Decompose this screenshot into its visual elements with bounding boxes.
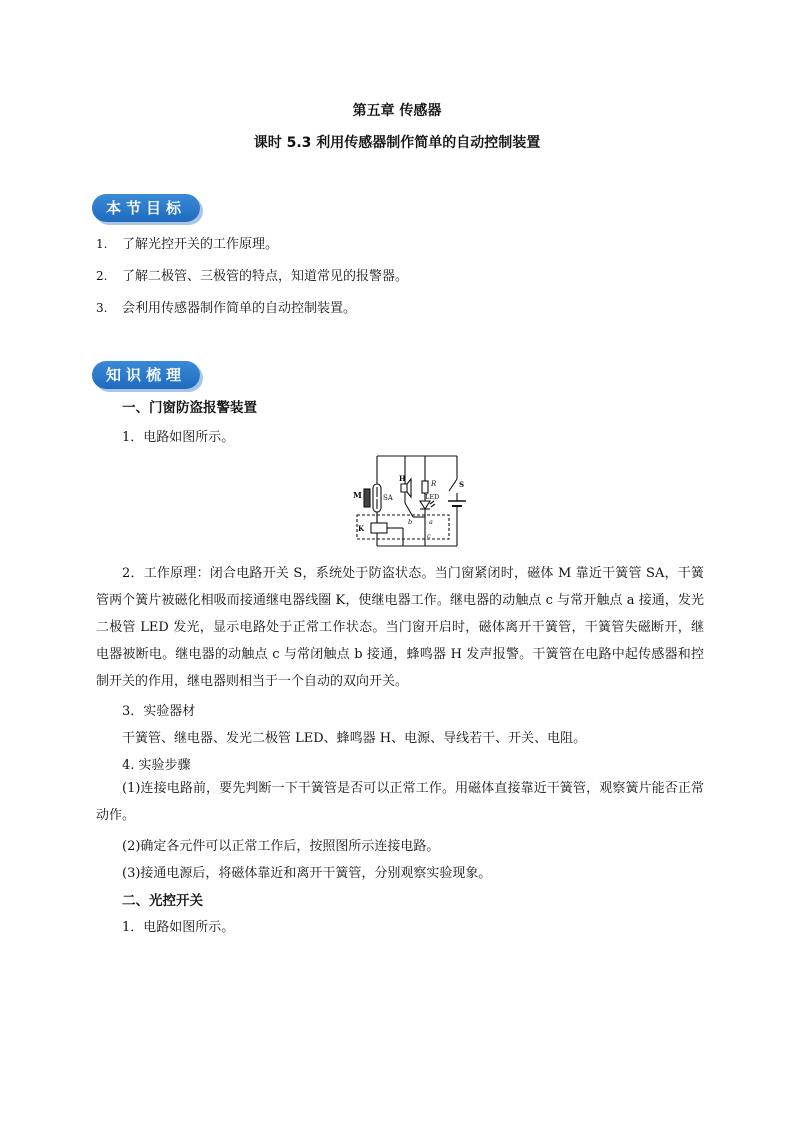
step-item: (1)连接电路前，要先判断一下干簧管是否可以正常工作。用磁体直接靠近干簧管，观察簧片能否正常动作。 [96, 781, 704, 823]
goal-text: 了解光控开关的工作原理。 [122, 237, 279, 252]
magnet-m [364, 489, 370, 507]
goal-text: 了解二极管、三极管的特点，知道常见的报警器。 [122, 269, 409, 284]
chapter-title: 第五章 传感器 [352, 103, 442, 119]
step-item: (2)确定各元件可以正常工作后，按照图所示连接电路。 [122, 839, 440, 854]
circuit-diagram [345, 451, 495, 551]
step-item: (3)接通电源后，将磁体靠近和离开干簧管，分别观察实验现象。 [122, 866, 492, 881]
paragraph: 干簧管、继电器、发光二极管 LED、蜂鸣器 H、电源、导线若干、开关、电阻。 [122, 731, 587, 746]
label-led: LED [425, 493, 440, 501]
paragraph: 1．电路如图所示。 [122, 430, 235, 445]
paragraph-subtitle: 3．实验器材 [122, 704, 196, 719]
label-s: S [459, 480, 465, 489]
section-heading: 一、门窗防盗报警装置 [122, 400, 257, 416]
led [420, 501, 430, 509]
goal-item [96, 266, 408, 287]
paragraph: 1．电路如图所示。 [122, 920, 235, 935]
goal-text: 会利用传感器制作简单的自动控制装置。 [122, 301, 357, 316]
label-a: a [429, 518, 433, 526]
goal-item [96, 298, 356, 319]
section-badge-goals: 本节目标 [92, 194, 200, 222]
label-sa: SA [383, 494, 393, 502]
label-b: b [408, 518, 413, 526]
goal-number: 1. [96, 237, 108, 251]
paragraph-principle: 2．工作原理：闭合电路开关 S，系统处于防盗状态。当门窗紧闭时，磁体 M 靠近干簧管 SA，干簧管两个簧片被磁化相吸而接通继电器线圈 K，使继电器工作。继电器的动触点 c 与常开触点 a 接通，发光二极管 LED 发光，显示电路处于正常工作状态。当门窗开启时，磁体离开干簧管，干簧管失磁断开，继电器被断电。继电器的动触点 c 与常闭触点 b 接通，蜂鸣器 H 发声报警。干簧管在电路中起传感器和控制开关的作用，继电器则相当于一个自动的双向开关。 [96, 566, 704, 689]
goal-number: 2. [96, 269, 108, 283]
goal-item [96, 234, 278, 255]
goal-number: 3. [96, 301, 108, 315]
resistor-r [422, 481, 428, 493]
paragraph-subtitle: 4. 实验步骤 [122, 758, 191, 773]
label-h: H [399, 474, 406, 483]
label-c: c [427, 532, 431, 540]
label-k: K [358, 524, 365, 533]
switch-s-blade [449, 479, 457, 491]
section-badge-knowledge: 知识梳理 [92, 361, 200, 389]
label-r: R [431, 480, 437, 488]
lesson-title: 课时 5.3 利用传感器制作简单的自动控制装置 [253, 135, 541, 151]
label-m: M [353, 490, 362, 500]
relay-coil-k [371, 523, 387, 533]
section-heading: 二、光控开关 [122, 893, 203, 909]
